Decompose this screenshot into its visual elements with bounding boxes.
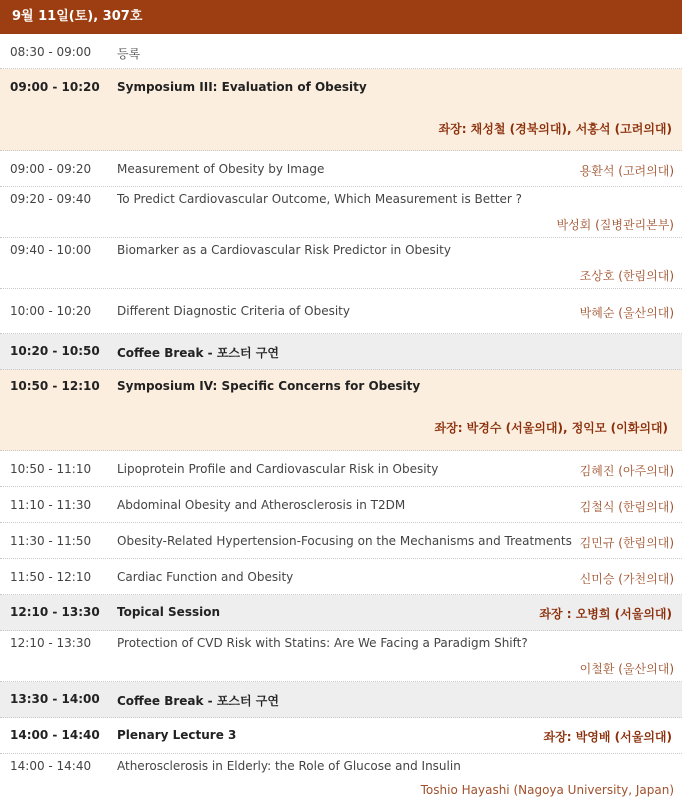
chair-text: 좌장: 채성철 (경북의대), 서홍석 (고려의대): [438, 122, 672, 136]
talk-title: Abdominal Obesity and Atherosclerosis in T2DM: [117, 498, 406, 512]
time-slot: 09:20 - 09:40: [10, 192, 92, 206]
schedule-row: [0, 523, 682, 559]
schedule-row: [0, 559, 682, 595]
time-slot: 11:10 - 11:30: [10, 498, 92, 512]
time-slot: 09:00 - 09:20: [10, 162, 92, 176]
speaker-name: 조상호 (한림의대): [579, 269, 674, 283]
schedule-header: 9월 11일(토), 307호: [0, 0, 682, 34]
break-title: Coffee Break - 포스터 구연: [117, 694, 279, 708]
time-slot: 08:30 - 09:00: [10, 45, 92, 59]
schedule-row: [0, 289, 682, 334]
time-slot: 11:50 - 12:10: [10, 570, 92, 584]
session-title: Symposium IV: Specific Concerns for Obesity: [117, 379, 421, 393]
talk-title: Different Diagnostic Criteria of Obesity: [117, 304, 350, 318]
break-row: [0, 682, 682, 718]
session-title: Plenary Lecture 3: [117, 728, 237, 742]
time-slot: 14:00 - 14:40: [10, 728, 100, 742]
time-slot: 12:10 - 13:30: [10, 636, 92, 650]
time-slot: 14:00 - 14:40: [10, 759, 92, 773]
session-row: [0, 370, 682, 451]
talk-title: Lipoprotein Profile and Cardiovascular Risk in Obesity: [117, 462, 439, 476]
session-row: [0, 69, 682, 151]
session-title: Symposium III: Evaluation of Obesity: [117, 80, 367, 94]
speaker-name: 박혜순 (울산의대): [579, 306, 674, 320]
speaker-name: 용환석 (고려의대): [579, 164, 674, 178]
speaker-name: 신미승 (가천의대): [579, 572, 674, 586]
speaker-name: 김철식 (한림의대): [579, 500, 674, 514]
talk-title: To Predict Cardiovascular Outcome, Which Measurement is Better ?: [117, 192, 523, 206]
schedule-row: [0, 451, 682, 487]
talk-title: Obesity-Related Hypertension-Focusing on the Mechanisms and Treatments: [117, 534, 572, 548]
schedule-row: [0, 487, 682, 523]
schedule-row: [0, 238, 682, 289]
session-title: 등록: [117, 47, 141, 61]
talk-title: Biomarker as a Cardiovascular Risk Predictor in Obesity: [117, 243, 451, 257]
talk-title: Protection of CVD Risk with Statins: Are We Facing a Paradigm Shift?: [117, 636, 528, 650]
break-title: Coffee Break - 포스터 구연: [117, 346, 279, 360]
chair-text: 좌장: 박경수 (서울의대), 정익모 (이화의대): [434, 421, 668, 435]
time-slot: 10:50 - 11:10: [10, 462, 92, 476]
chair-text: 좌장: 박영배 (서울의대): [543, 730, 672, 744]
speaker-name: 이철환 (울산의대): [579, 662, 674, 676]
schedule-row: [0, 187, 682, 238]
time-slot: 13:30 - 14:00: [10, 692, 100, 706]
time-slot: 11:30 - 11:50: [10, 534, 92, 548]
time-slot: 10:20 - 10:50: [10, 344, 100, 358]
schedule-row: [0, 631, 682, 682]
session-title: Topical Session: [117, 605, 221, 619]
chair-text: 좌장 : 오병희 (서울의대): [539, 607, 672, 621]
time-slot: 09:40 - 10:00: [10, 243, 92, 257]
time-slot: 10:00 - 10:20: [10, 304, 92, 318]
speaker-name: 김혜진 (아주의대): [579, 464, 674, 478]
topical-session-row: [0, 595, 682, 631]
schedule-row: [0, 151, 682, 187]
plenary-row: [0, 718, 682, 754]
talk-title: Atherosclerosis in Elderly: the Role of Glucose and Insulin: [117, 759, 461, 773]
speaker-name: 김민규 (한림의대): [579, 536, 674, 550]
speaker-name: 박성회 (질병관리본부): [556, 218, 674, 232]
speaker-name: Toshio Hayashi (Nagoya University, Japan): [420, 783, 674, 797]
time-slot: 09:00 - 10:20: [10, 80, 100, 94]
schedule-row: [0, 754, 682, 804]
time-slot: 10:50 - 12:10: [10, 379, 100, 393]
time-slot: 12:10 - 13:30: [10, 605, 100, 619]
schedule-row: [0, 34, 682, 69]
break-row: [0, 334, 682, 370]
talk-title: Measurement of Obesity by Image: [117, 162, 325, 176]
talk-title: Cardiac Function and Obesity: [117, 570, 294, 584]
